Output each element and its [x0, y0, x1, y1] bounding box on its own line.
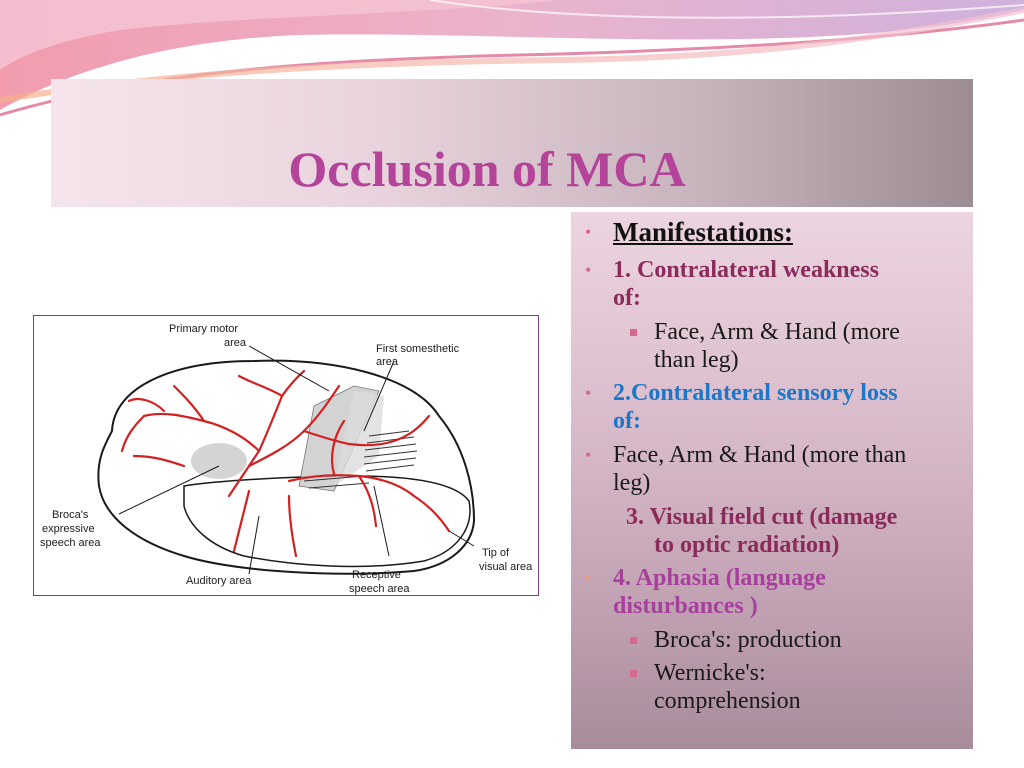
slide-title: Occlusion of MCA [288, 141, 686, 197]
label-receptive-1: Receptive [352, 569, 401, 581]
label-primary-motor: Primary motor [169, 323, 239, 335]
sub-item-wernicke-cont: comprehension [654, 688, 801, 714]
panel-heading: Manifestations: [613, 217, 793, 247]
sub-item-wernicke: Wernicke's: [654, 660, 766, 686]
item-contralateral-weakness: 1. Contralateral weakness [613, 257, 879, 283]
label-first-somesthetic: First somesthetic [376, 343, 460, 355]
label-auditory: Auditory area [186, 575, 252, 587]
label-primary-motor-2: area [224, 337, 247, 349]
sub-item-face-arm-hand: Face, Arm & Hand (more [654, 319, 900, 345]
square-bullet-icon [630, 637, 637, 644]
item-contralateral-weakness-cont: of: [613, 285, 641, 311]
brain-diagram [34, 316, 538, 595]
bullet-icon: • [585, 260, 592, 280]
label-broca-2: expressive [42, 523, 95, 535]
bullet-icon: • [585, 222, 592, 242]
bullet-icon: • [585, 383, 592, 403]
manifestations-panel [571, 212, 973, 749]
brain-outline [98, 361, 474, 574]
item-sensory-loss: 2.Contralateral sensory loss [613, 380, 898, 406]
bullet-icon: • [585, 445, 592, 465]
item-aphasia-cont: disturbances ) [613, 593, 758, 619]
item-visual-field-cut-cont: to optic radiation) [654, 532, 840, 558]
square-bullet-icon [630, 329, 637, 336]
label-first-somesthetic-2: area [376, 356, 399, 368]
item-aphasia: 4. Aphasia (language [613, 565, 826, 591]
label-receptive-2: speech area [349, 583, 410, 595]
label-tip-1: Tip of [482, 547, 510, 559]
bullet-icon: • [585, 568, 592, 588]
label-broca-3: speech area [40, 537, 101, 549]
item-face-arm-hand: Face, Arm & Hand (more than [613, 442, 907, 468]
item-face-arm-hand-cont: leg) [613, 470, 651, 496]
sub-item-face-arm-hand-cont: than leg) [654, 347, 739, 373]
brain-figure [33, 315, 539, 596]
square-bullet-icon [630, 670, 637, 677]
item-visual-field-cut: 3. Visual field cut (damage [626, 504, 898, 530]
broca-shade [191, 443, 247, 479]
label-broca-1: Broca's [52, 509, 89, 521]
item-sensory-loss-cont: of: [613, 408, 641, 434]
sub-item-broca: Broca's: production [654, 627, 842, 653]
label-tip-2: visual area [479, 561, 533, 573]
